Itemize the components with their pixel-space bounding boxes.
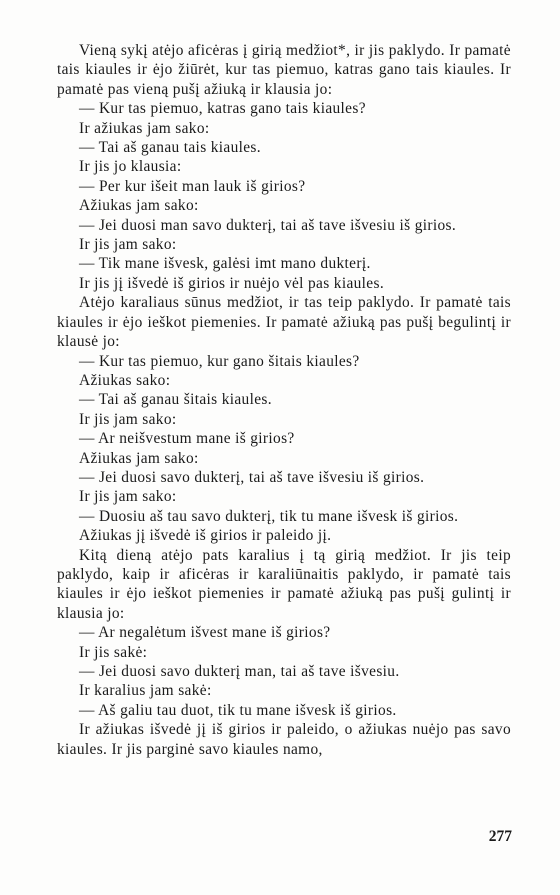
paragraph: Atėjo karaliaus sūnus medžiot, ir tas teip paklydo. Ir pamatė tais kiaules ir ėjo ieškot piemenies. Ir pamatė ažiuką pas pušį begulintį ir klausė jo:	[57, 294, 511, 351]
paragraph: — Jei duosi man savo dukterį, tai aš tave išvesiu iš girios.	[79, 216, 457, 234]
paragraph: Ažiukas jam sako:	[79, 197, 199, 215]
paragraph: — Kur tas piemuo, katras gano tais kiaules?	[79, 100, 366, 118]
paragraph: Ir jis sakė:	[79, 643, 148, 661]
paragraph: Ir ažiukas išvedė jį iš girios ir paleido, o ažiukas nuėjo pas savo kiaules. Ir jis parginė savo kiaules namo,	[57, 721, 511, 758]
paragraph: Ir jis jį išvedė iš girios ir nuėjo vėl pas kiaules.	[79, 274, 385, 292]
page-number: 277	[488, 828, 512, 845]
page-text	[57, 41, 511, 759]
paragraph: Kitą dieną atėjo pats karalius į tą girią medžiot. Ir jis teip paklydo, kaip ir aficėras ir karaliūnaitis paklydo, ir pamatė tais kiaules ir ėjo ieškot piemenies ir pamatė ažiuką pas pušį gulintį ir klausia jo:	[57, 546, 511, 622]
paragraph: — Jei duosi savo dukterį, tai aš tave išvesiu iš girios.	[79, 468, 425, 486]
paragraph: — Tai aš ganau šitais kiaules.	[79, 391, 272, 409]
paragraph: Ir jis jam sako:	[79, 410, 177, 428]
paragraph: Ir jis jam sako:	[79, 488, 177, 506]
paragraph: Ir jis jam sako:	[79, 236, 177, 254]
paragraph: Ir karalius jam sakė:	[79, 682, 212, 700]
paragraph: Vieną sykį atėjo aficėras į girią medžiot*, ir jis paklydo. Ir pamatė tais kiaules ir ėjo žiūrėt, kur tas piemuo, katras gano tais kiaules. Ir pamatė pas vieną pušį ažiuką ir klausia jo:	[57, 42, 511, 98]
paragraph: — Kur tas piemuo, kur gano šitais kiaules?	[79, 352, 360, 370]
paragraph: — Ar neišvestum mane iš girios?	[79, 430, 295, 448]
paragraph: Ažiukas jį išvedė iš girios ir paleido jį.	[79, 527, 332, 545]
paragraph: — Ar negalėtum išvest mane iš girios?	[79, 624, 331, 642]
paragraph: Ir jis jo klausia:	[79, 158, 182, 176]
paragraph: — Tik mane išvesk, galėsi imt mano dukterį.	[79, 255, 371, 273]
paragraph: Ir ažiukas jam sako:	[79, 119, 210, 137]
paragraph: Ažiukas sako:	[79, 371, 171, 389]
paragraph: — Tai aš ganau tais kiaules.	[79, 139, 261, 157]
paragraph: — Per kur išeit man lauk iš girios?	[79, 177, 306, 195]
paragraph: Ažiukas jam sako:	[79, 449, 199, 467]
paragraph: — Aš galiu tau duot, tik tu mane išvesk iš girios.	[79, 701, 397, 719]
paragraph: — Jei duosi savo dukterį man, tai aš tave išvesiu.	[79, 663, 400, 680]
paragraph: — Duosiu aš tau savo dukterį, tik tu mane išvesk iš girios.	[79, 507, 459, 525]
